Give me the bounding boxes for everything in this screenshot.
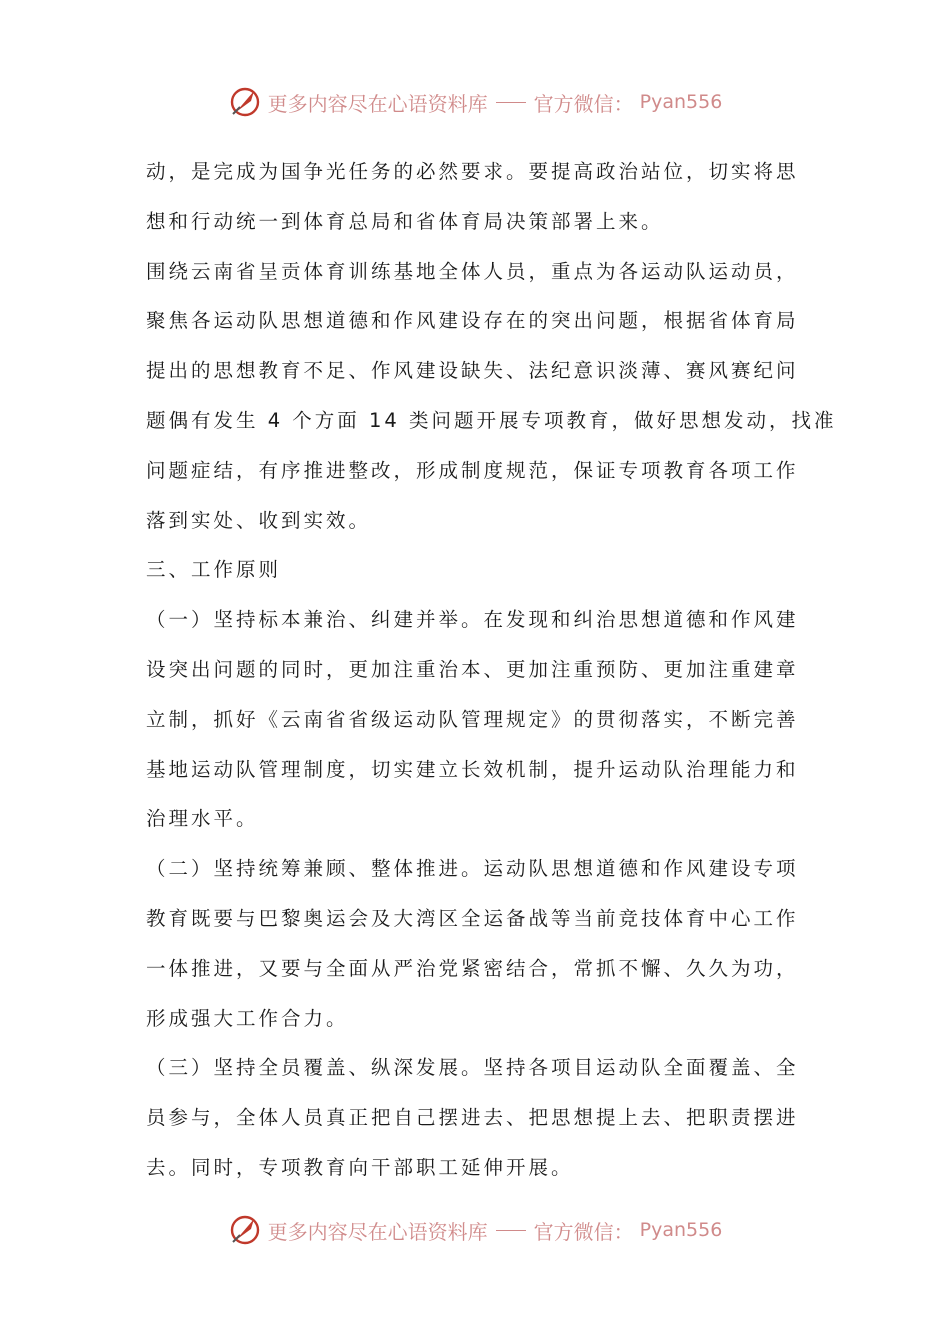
watermark-text-cn: 更多内容尽在心语资料库 bbox=[267, 1219, 488, 1244]
body-line: 员参与，全体人员真正把自己摆进去、把思想提上去、把职责摆进 bbox=[146, 1106, 799, 1130]
body-line: 落到实处、收到实效。 bbox=[146, 508, 372, 532]
section-heading: 三、工作原则 bbox=[146, 558, 282, 582]
watermark-separator bbox=[496, 1230, 526, 1231]
watermark-text-official: 官方微信： bbox=[533, 1219, 634, 1244]
body-line: 治理水平。 bbox=[146, 807, 259, 831]
body-line: 立制，抓好《云南省省级运动队管理规定》的贯彻落实，不断完善 bbox=[146, 707, 799, 731]
body-line: 想和行动统一到体育总局和省体育局决策部署上来。 bbox=[146, 209, 664, 233]
quill-logo-icon bbox=[228, 1213, 262, 1247]
body-line: 教育既要与巴黎奥运会及大湾区全运备战等当前竞技体育中心工作 bbox=[146, 906, 799, 930]
watermark-text-id: Pyan556 bbox=[639, 91, 723, 113]
body-line: 动，是完成为国争光任务的必然要求。要提高政治站位，切实将思 bbox=[146, 160, 799, 183]
body-line: （三）坚持全员覆盖、纵深发展。坚持各项目运动队全面覆盖、全 bbox=[146, 1056, 799, 1080]
header-watermark bbox=[0, 82, 950, 122]
watermark-text-id: Pyan556 bbox=[639, 1219, 723, 1241]
body-line: 一体推进，又要与全面从严治党紧密结合，常抓不懈、久久为功， bbox=[146, 956, 799, 980]
body-line: 题偶有发生 4 个方面 14 类问题开展专项教育，做好思想发动，找准 bbox=[146, 408, 837, 432]
body-line: 设突出问题的同时，更加注重治本、更加注重预防、更加注重建章 bbox=[146, 657, 799, 681]
body-line: （一）坚持标本兼治、纠建并举。在发现和纠治思想道德和作风建 bbox=[146, 608, 799, 632]
watermark-text-cn: 更多内容尽在心语资料库 bbox=[267, 91, 488, 116]
body-line: 提出的思想教育不足、作风建设缺失、法纪意识淡薄、赛风赛纪问 bbox=[146, 359, 799, 383]
body-line: 聚焦各运动队思想道德和作风建设存在的突出问题，根据省体育局 bbox=[146, 309, 799, 333]
quill-logo-icon bbox=[228, 85, 262, 119]
body-line: 基地运动队管理制度，切实建立长效机制，提升运动队治理能力和 bbox=[146, 757, 799, 781]
document-body bbox=[146, 147, 837, 1193]
body-line: 去。同时，专项教育向干部职工延伸开展。 bbox=[146, 1155, 574, 1179]
body-line: 形成强大工作合力。 bbox=[146, 1006, 349, 1030]
body-line: 问题症结，有序推进整改，形成制度规范，保证专项教育各项工作 bbox=[146, 458, 799, 482]
watermark-separator bbox=[496, 102, 526, 103]
footer-watermark bbox=[0, 1210, 950, 1250]
body-line: （二）坚持统筹兼顾、整体推进。运动队思想道德和作风建设专项 bbox=[146, 857, 799, 881]
watermark-text-official: 官方微信： bbox=[533, 91, 634, 116]
body-line: 围绕云南省呈贡体育训练基地全体人员，重点为各运动队运动员， bbox=[146, 259, 799, 283]
